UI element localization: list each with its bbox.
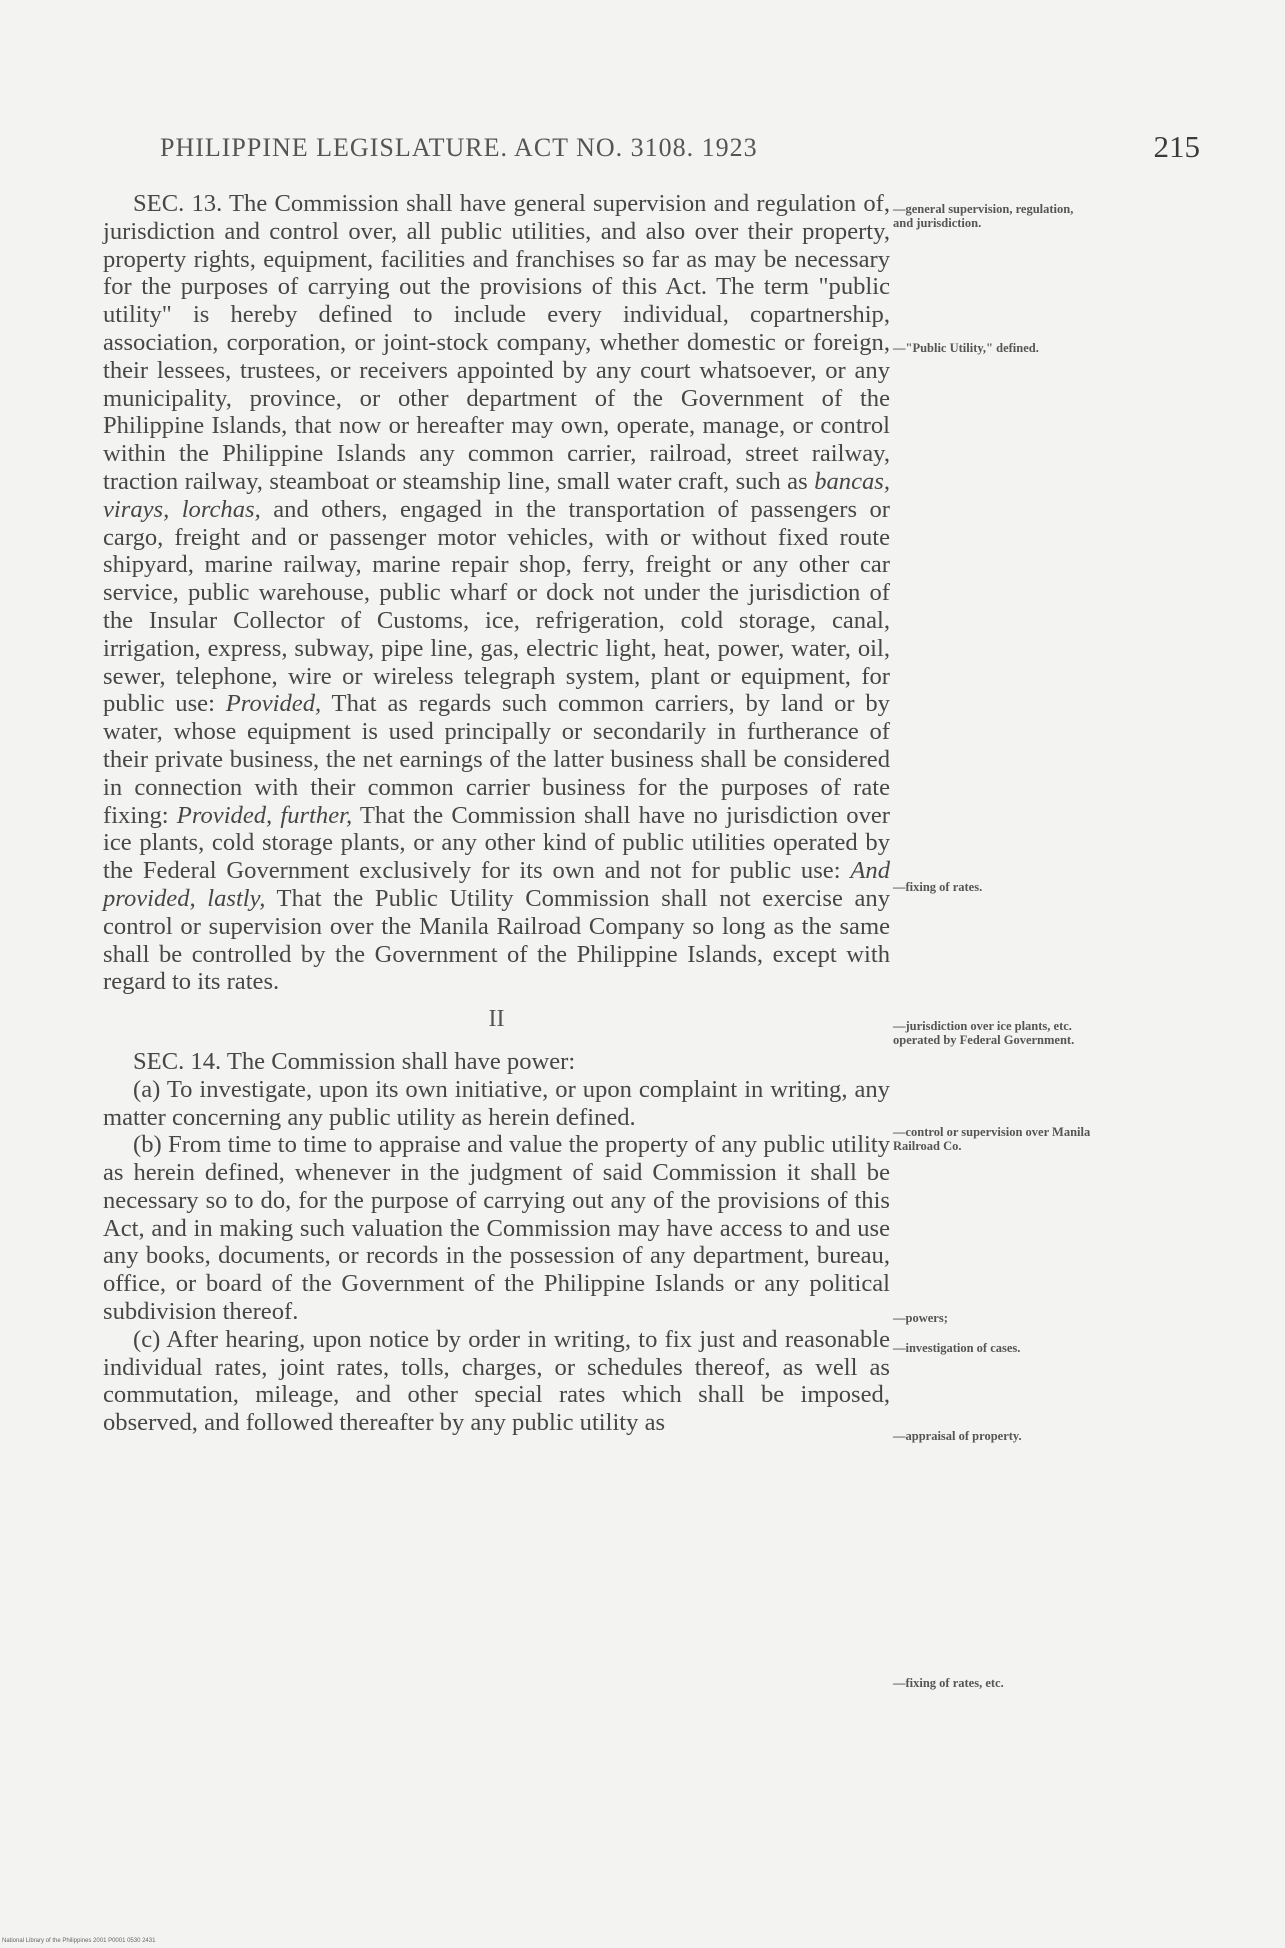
italic-boat-names: bancas, virays, lorchas, (103, 467, 891, 523)
margin-note: —powers; (893, 1311, 948, 1325)
page-number: 215 (1153, 129, 1200, 164)
margin-note: —control or supervision over Manila Railroad Co. (893, 1125, 1091, 1153)
margin-note: —general supervision, regulation, and jurisdiction. (893, 202, 1074, 230)
section-14-item-b: (b) From time to time to appraise and value the property of any public utility as herein defined, whenever in the judgment of said Commission it shall be necessary so to do, for the purpose of carrying out any of the provisions of this Act, and in making such valuation the Commission may have access to and use any books, documents, or records in the possession of any department, bureau, office, or board of the Government of the Philippine Islands or any political subdivision thereof. (103, 1131, 890, 1326)
margin-note: —fixing of rates. (893, 880, 983, 894)
provided-clause-3: And provided, lastly, (103, 857, 890, 912)
provided-clause-2: Provided, further, (176, 801, 353, 829)
margin-note: —fixing of rates, etc. (893, 1676, 1004, 1690)
scan-credit: National Library of the Philippines 2001 P0001 0530 2431 (2, 1938, 156, 1944)
section-14-item-c: (c) After hearing, upon notice by order in writing, to fix just and reasonable individual rates, joint rates, tolls, charges, or schedules thereof, as well as commutation, mileage, and other special rates which shall be imposed, observed, and followed thereafter by any public utility as (103, 1325, 890, 1437)
provided-clause-1: Provided, (225, 690, 322, 718)
margin-note: —appraisal of property. (893, 1429, 1022, 1443)
section-14-intro: SEC. 14. The Commission shall have power: (133, 1047, 576, 1075)
margin-note: —jurisdiction over ice plants, etc. operated by Federal Government. (893, 1019, 1075, 1047)
section-13: SEC. 13. The Commission shall have general supervision and regulation of, jurisdiction and control over, all public utilities, and also over their property, property rights, equipment, facilities and franchises so far as may be necessary for the purposes of carrying out the provisions of this Act. The term "public utility" is hereby defined to include every individual, copartnership, association, corporation, or joint-stock company, whether domestic or foreign, their lessees, trustees, or receivers appointed by any court whatsoever, or any municipality, province, or other department of the Government of the Philippine Islands, that now or hereafter may own, operate, manage, or control within the Philippine Islands any common carrier, railroad, street railway, traction railway, steamboat or steamship line, small water craft, such as bancas, virays, lorchas, and others, engaged in the transportation of passengers or cargo, freight and or passenger motor vehicles, with or without fixed route shipyard, marine railway, marine repair shop, ferry, freight or any other car service, public warehouse, public wharf or dock not under the jurisdiction of the Insular Collector of Customs, ice, refrigeration, cold storage, canal, irrigation, express, subway, pipe line, gas, electric light, heat, power, water, oil, sewer, telephone, wire or wireless telegraph system, plant or equipment, for public use: Provided, That as regards such common carriers, by land or by water, whose equipment is used principally or secondarily in furtherance of their private business, the net earnings of the latter business shall be considered in connection with their common carrier business for the purposes of rate fixing: Provided, further, That the Commission shall have no jurisdiction over ice plants, cold storage plants, or any other kind of public utilities operated by the Federal Government exclusively for its own and not for public use: And provided, lastly, That the Public Utility Commission shall not exercise any control or supervision over the Manila Railroad Company so long as the same shall be controlled by the Government of the Philippine Islands, except with regard to its rates. (103, 190, 891, 996)
margin-note: —investigation of cases. (893, 1341, 1021, 1355)
section-14-item-a: (a) To investigate, upon its own initiative, or upon complaint in writing, any matter concerning any public utility as herein defined. (103, 1075, 890, 1131)
running-head (160, 129, 1200, 173)
section-divider: II (488, 1006, 505, 1033)
running-title: PHILIPPINE LEGISLATURE. ACT NO. 3108. 1923 (160, 133, 758, 162)
margin-note: —"Public Utility," defined. (893, 341, 1039, 355)
main-text (103, 190, 890, 1437)
